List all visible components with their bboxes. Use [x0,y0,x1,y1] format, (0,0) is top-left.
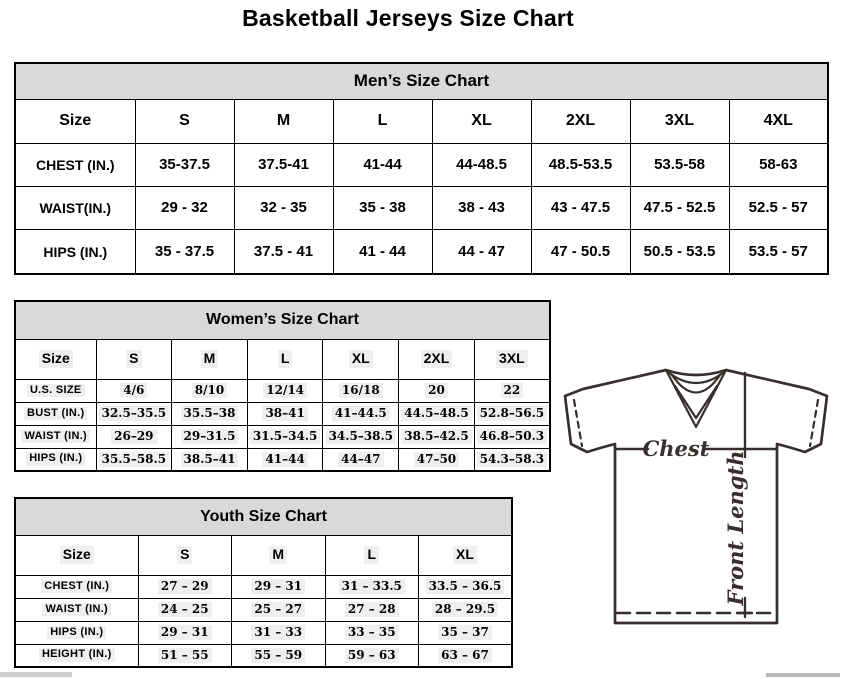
cell-value: 31 – 33.5 [325,575,419,598]
cell-value: 25 – 27 [232,598,326,621]
cell-value: 35.5–38 [172,402,248,425]
size-header: XL [323,339,399,379]
womens-chart-header [15,301,550,339]
youth-size-header-row [15,535,512,575]
size-header: M [172,339,248,379]
row-label: HIPS (IN.) [15,621,138,644]
womens-size-header-row [15,339,550,379]
cell-value: 52.5 - 57 [729,186,828,229]
size-header: L [333,99,432,143]
cell-value: 55 – 59 [232,644,326,667]
cell-value: 33.5 – 36.5 [419,575,513,598]
cell-value: 38 - 43 [432,186,531,229]
cell-value: 53.5-58 [630,143,729,186]
table-row [15,425,550,448]
youth-chart-header [15,498,512,535]
cell-value: 41-44 [333,143,432,186]
cell-value: 24 – 25 [138,598,232,621]
cell-value: 38.5–41 [172,448,248,471]
cell-value: 59 – 63 [325,644,419,667]
page-title: Basketball Jerseys Size Chart [242,5,574,31]
mens-chart-header [15,63,828,99]
cell-value: 46.8–50.3 [474,425,550,448]
cell-value: 29–31.5 [172,425,248,448]
cell-value: 26–29 [96,425,172,448]
cell-value: 41–44.5 [323,402,399,425]
mens-chart-title: Men’s Size Chart [15,63,828,99]
cell-value: 12/14 [247,379,323,402]
cell-value: 37.5-41 [234,143,333,186]
table-row [15,621,512,644]
cell-value: 47–50 [399,448,475,471]
mens-size-header-row [15,99,828,143]
row-label: HIPS (IN.) [15,448,96,471]
cell-value: 38–41 [247,402,323,425]
cell-value: 44.5–48.5 [399,402,475,425]
mens-size-chart-table [14,62,829,275]
row-label: WAIST (IN.) [15,598,138,621]
cell-value: 44-48.5 [432,143,531,186]
cell-value: 35 – 37 [419,621,513,644]
cell-value: 41 - 44 [333,230,432,274]
cell-value: 29 - 32 [135,186,234,229]
cell-value: 32 - 35 [234,186,333,229]
cell-value: 31.5–34.5 [247,425,323,448]
size-header: 3XL [630,99,729,143]
cell-value: 32.5–35.5 [96,402,172,425]
row-label: WAIST (IN.) [15,425,96,448]
size-header: 2XL [531,99,630,143]
cell-value: 47.5 - 52.5 [630,186,729,229]
cell-value: 41–44 [247,448,323,471]
cell-value: 16/18 [323,379,399,402]
size-column-header: Size [15,99,135,143]
size-header: M [234,99,333,143]
cell-value: 29 – 31 [232,575,326,598]
table-row [15,379,550,402]
cell-value: 35-37.5 [135,143,234,186]
cell-value: 34.5–38.5 [323,425,399,448]
table-row [15,402,550,425]
table-row [15,575,512,598]
cell-value: 63 – 67 [419,644,513,667]
chest-label: Chest [642,436,710,461]
cell-value: 47 - 50.5 [531,230,630,274]
cell-value: 20 [399,379,475,402]
cell-value: 4/6 [96,379,172,402]
size-column-header: Size [15,339,96,379]
row-label: CHEST (IN.) [15,575,138,598]
horizontal-scrollbar-fragment-right[interactable] [766,673,840,677]
cell-value: 33 – 35 [325,621,419,644]
cell-value: 31 – 33 [232,621,326,644]
cell-value: 52.8–56.5 [474,402,550,425]
table-row [15,644,512,667]
size-header: L [325,535,419,575]
front-length-label: Front Length [723,450,748,606]
youth-chart-title: Youth Size Chart [15,498,512,535]
cell-value: 28 – 29.5 [419,598,513,621]
table-row [15,186,828,229]
row-label: CHEST (IN.) [15,143,135,186]
cell-value: 8/10 [172,379,248,402]
cell-value: 35 - 37.5 [135,230,234,274]
size-header: M [232,535,326,575]
size-header: 2XL [399,339,475,379]
size-header: XL [419,535,513,575]
cell-value: 44 - 47 [432,230,531,274]
row-label: U.S. SIZE [15,379,96,402]
row-label: WAIST(IN.) [15,186,135,229]
cell-value: 37.5 - 41 [234,230,333,274]
cell-value: 54.3–58.3 [474,448,550,471]
cell-value: 43 - 47.5 [531,186,630,229]
row-label: BUST (IN.) [15,402,96,425]
cell-value: 50.5 - 53.5 [630,230,729,274]
size-header: XL [432,99,531,143]
cell-value: 35.5–58.5 [96,448,172,471]
row-label: HIPS (IN.) [15,230,135,274]
cell-value: 53.5 - 57 [729,230,828,274]
table-row [15,598,512,621]
size-column-header: Size [15,535,138,575]
cell-value: 27 – 28 [325,598,419,621]
cell-value: 44–47 [323,448,399,471]
table-row [15,230,828,274]
cell-value: 27 – 29 [138,575,232,598]
womens-size-chart-table [14,300,551,472]
cell-value: 48.5-53.5 [531,143,630,186]
youth-size-chart-table [14,497,513,668]
cell-value: 29 – 31 [138,621,232,644]
size-header: S [138,535,232,575]
womens-chart-title: Women’s Size Chart [15,301,550,339]
table-row [15,448,550,471]
size-header: L [247,339,323,379]
row-label: HEIGHT (IN.) [15,644,138,667]
horizontal-scrollbar-fragment-left[interactable] [0,672,72,677]
jersey-measurement-diagram [553,358,843,633]
cell-value: 35 - 38 [333,186,432,229]
cell-value: 38.5–42.5 [399,425,475,448]
table-row [15,143,828,186]
size-header: S [96,339,172,379]
cell-value: 22 [474,379,550,402]
size-header: S [135,99,234,143]
size-header: 3XL [474,339,550,379]
size-header: 4XL [729,99,828,143]
cell-value: 51 – 55 [138,644,232,667]
jersey-outline [565,370,827,623]
cell-value: 58-63 [729,143,828,186]
